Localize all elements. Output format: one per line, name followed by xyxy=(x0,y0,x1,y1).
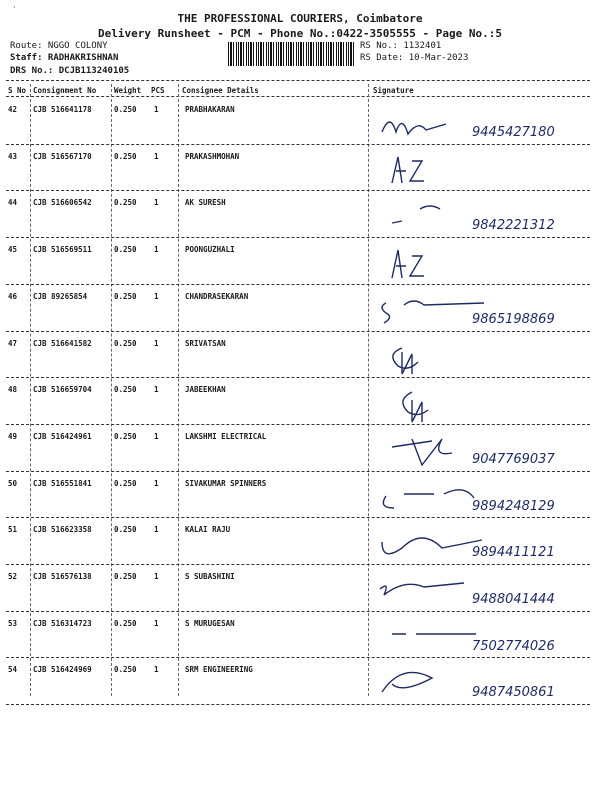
row-weight: 0.250 xyxy=(114,385,137,395)
row-separator xyxy=(6,704,590,705)
row-consignee: LAKSHMI ELECTRICAL xyxy=(185,431,267,441)
row-sno: 53 xyxy=(8,618,18,628)
row-pcs: 1 xyxy=(154,478,159,488)
handwritten-signature xyxy=(372,569,592,609)
row-sno: 54 xyxy=(8,665,18,675)
row-weight: 0.250 xyxy=(114,431,137,441)
row-consignment-no: CJB 516606542 xyxy=(33,198,92,208)
row-sno: 51 xyxy=(8,525,18,535)
row-separator xyxy=(6,517,590,518)
row-pcs: 1 xyxy=(154,151,159,161)
row-consignment-no: CJB 516424969 xyxy=(33,665,92,675)
row-consignee: AK SURESH xyxy=(185,198,226,208)
row-consignee: CHANDRASEKARAN xyxy=(185,291,249,301)
row-sno: 52 xyxy=(8,572,18,581)
row-pcs: 1 xyxy=(154,105,159,114)
column-divider xyxy=(178,84,179,696)
column-divider xyxy=(368,84,369,696)
handwritten-signature xyxy=(372,289,592,329)
row-weight: 0.250 xyxy=(114,245,137,255)
row-weight: 0.250 xyxy=(114,291,137,301)
col-header-pcs: PCS xyxy=(151,86,165,95)
row-sno: 50 xyxy=(8,478,18,488)
handwritten-signature xyxy=(372,476,592,516)
staff-label: Staff: RADHAKRISHNAN xyxy=(10,53,119,63)
row-consignment-no: CJB 516623358 xyxy=(33,525,92,535)
row-sno: 43 xyxy=(8,151,18,161)
signature-phone: 9488041444 xyxy=(472,592,555,607)
handwritten-signature xyxy=(372,336,592,376)
row-consignee: KALAI RAJU xyxy=(185,525,231,535)
row-sno: 42 xyxy=(8,105,18,114)
drs-number: DRS No.: DCJB113240105 xyxy=(10,66,130,76)
row-consignee: SIVAKUMAR SPINNERS xyxy=(185,478,267,488)
row-weight: 0.250 xyxy=(114,338,137,348)
handwritten-signature xyxy=(372,195,592,235)
row-weight: 0.250 xyxy=(114,525,137,535)
row-consignee: S SUBASHINI xyxy=(185,572,235,581)
signature-phone: 9487450861 xyxy=(472,685,555,701)
row-separator xyxy=(6,331,590,332)
row-sno: 48 xyxy=(8,385,18,395)
row-separator xyxy=(6,144,590,145)
row-pcs: 1 xyxy=(154,572,159,581)
row-pcs: 1 xyxy=(154,198,159,208)
col-header-signature: Signature xyxy=(373,86,414,95)
row-weight: 0.250 xyxy=(114,618,137,628)
signature-phone: 7502774026 xyxy=(472,638,555,654)
rs-number: RS No.: 1132401 xyxy=(360,41,442,51)
row-weight: 0.250 xyxy=(114,665,137,675)
row-consignee: POONGUZHALI xyxy=(185,245,235,255)
row-consignee: JABEEKHAN xyxy=(185,385,226,395)
rs-date: RS Date: 10-Mar-2023 xyxy=(360,53,469,63)
row-pcs: 1 xyxy=(154,618,159,628)
signature-phone: 9842221312 xyxy=(472,218,555,234)
row-consignment-no: CJB 516424961 xyxy=(33,431,92,441)
row-weight: 0.250 xyxy=(114,105,137,114)
row-pcs: 1 xyxy=(154,665,159,675)
handwritten-signature xyxy=(372,382,592,422)
runsheet-title: Delivery Runsheet - PCM - Phone No.:0422-3505555 - Page No.:5 xyxy=(98,27,502,40)
row-pcs: 1 xyxy=(154,431,159,441)
row-consignment-no: CJB 516659704 xyxy=(33,385,92,395)
row-sno: 47 xyxy=(8,338,18,348)
row-consignment-no: CJB 516641178 xyxy=(33,105,92,114)
row-consignee: SRM ENGINEERING xyxy=(185,665,253,675)
row-consignment-no: CJB 516576138 xyxy=(33,572,92,581)
handwritten-signature xyxy=(372,102,592,142)
row-consignment-no: CJB 516569511 xyxy=(33,245,92,255)
row-consignee: PRABHAKARAN xyxy=(185,105,235,114)
row-separator xyxy=(6,237,590,238)
signature-phone: 9894411121 xyxy=(472,545,555,561)
column-divider xyxy=(111,84,112,696)
row-weight: 0.250 xyxy=(114,478,137,488)
signature-phone: 9047769037 xyxy=(472,451,555,467)
row-consignment-no: CJB 516551841 xyxy=(33,478,92,488)
signature-phone: 9445427180 xyxy=(472,125,555,140)
row-weight: 0.250 xyxy=(114,198,137,208)
corner-mark: ʾ xyxy=(12,5,17,14)
signature-phone: 9894248129 xyxy=(472,498,555,514)
handwritten-signature xyxy=(372,242,592,282)
row-consignment-no: CJB 89265854 xyxy=(33,291,88,301)
row-pcs: 1 xyxy=(154,338,159,348)
row-separator xyxy=(6,190,590,191)
row-consignee: SRIVATSAN xyxy=(185,338,226,348)
row-consignee: S MURUGESAN xyxy=(185,618,235,628)
barcode xyxy=(228,42,354,66)
row-separator xyxy=(6,284,590,285)
handwritten-signature xyxy=(372,662,592,702)
row-weight: 0.250 xyxy=(114,151,137,161)
handwritten-signature xyxy=(372,616,592,656)
row-sno: 45 xyxy=(8,245,18,255)
row-sno: 49 xyxy=(8,431,18,441)
col-header-sno: S No xyxy=(8,86,27,95)
row-pcs: 1 xyxy=(154,245,159,255)
company-title: THE PROFESSIONAL COURIERS, Coimbatore xyxy=(177,12,423,25)
signature-phone: 9865198869 xyxy=(472,311,555,327)
row-sno: 44 xyxy=(8,198,18,208)
row-separator xyxy=(6,471,590,472)
handwritten-signature xyxy=(372,149,592,189)
row-separator xyxy=(6,657,590,658)
row-consignment-no: CJB 516641582 xyxy=(33,338,92,348)
header-rule-bottom xyxy=(6,96,590,97)
row-sno: 46 xyxy=(8,291,18,301)
row-separator xyxy=(6,564,590,565)
row-consignee: PRAKASHMOHAN xyxy=(185,151,240,161)
col-header-weight: Weight xyxy=(114,86,142,95)
row-consignment-no: CJB 516314723 xyxy=(33,618,92,628)
row-consignment-no: CJB 516567170 xyxy=(33,151,92,161)
col-header-consignee: Consignee Details xyxy=(182,86,259,95)
row-separator xyxy=(6,611,590,612)
route-label: Route: NGGO COLONY xyxy=(10,41,108,51)
header-rule-top xyxy=(6,80,590,81)
row-pcs: 1 xyxy=(154,525,159,535)
handwritten-signature xyxy=(372,522,592,562)
handwritten-signature xyxy=(372,429,592,469)
row-weight: 0.250 xyxy=(114,572,137,581)
row-separator xyxy=(6,424,590,425)
row-separator xyxy=(6,377,590,378)
col-header-consignment: Consignment No xyxy=(33,86,97,95)
row-pcs: 1 xyxy=(154,291,159,301)
row-pcs: 1 xyxy=(154,385,159,395)
column-divider xyxy=(30,84,31,696)
